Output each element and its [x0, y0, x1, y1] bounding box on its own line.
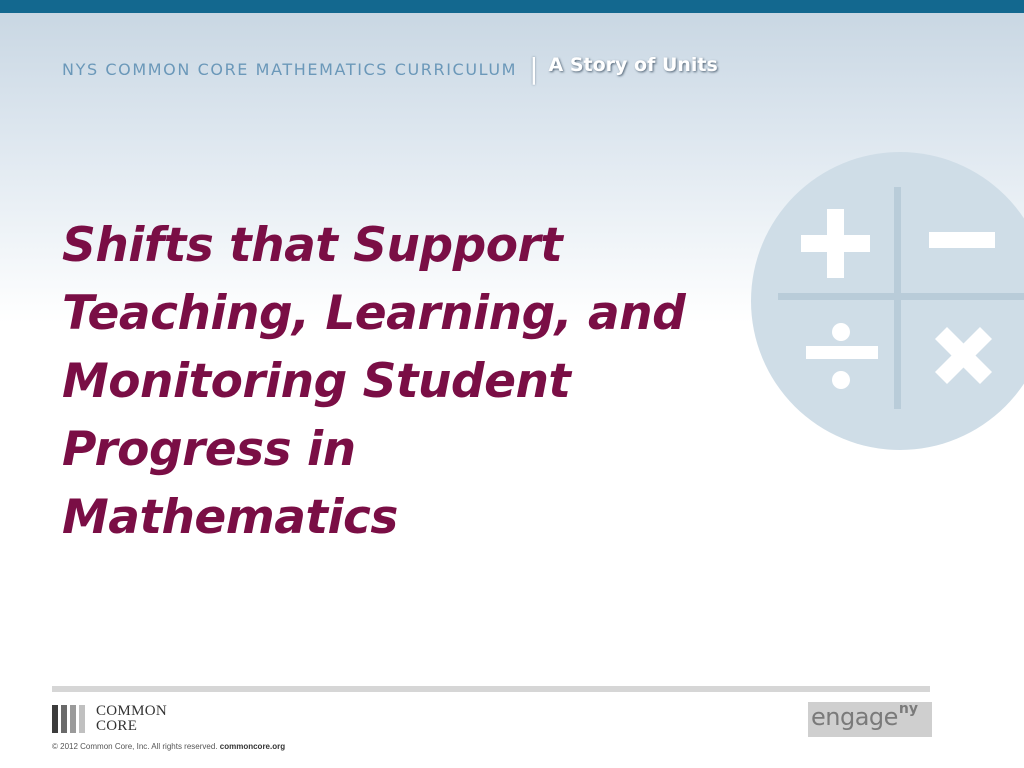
title-line: Monitoring Student	[62, 354, 571, 409]
wordmark-line-1: COMMON	[96, 703, 167, 719]
copyright-text: © 2012 Common Core, Inc. All rights reserved.	[52, 742, 218, 751]
logo-bar	[61, 705, 67, 733]
title-line: Progress in	[62, 422, 356, 477]
math-operations-svg	[751, 152, 1024, 450]
curriculum-name: NYS COMMON CORE MATHEMATICS CURRICULUM	[62, 59, 518, 79]
top-accent-bar	[0, 0, 1024, 13]
logo-bar	[52, 705, 58, 733]
copyright-link[interactable]: commoncore.org	[219, 742, 286, 751]
engage-wordmark: engage	[811, 703, 898, 731]
series-name: A Story of Units	[548, 54, 718, 76]
title-line: Mathematics	[62, 490, 398, 545]
common-core-bars-icon	[52, 705, 88, 733]
logo-bar	[70, 705, 76, 733]
common-core-wordmark	[96, 704, 167, 734]
times-icon	[941, 333, 986, 378]
engage-ny-superscript: ny	[898, 701, 919, 717]
common-core-logo	[52, 704, 167, 734]
logo-bar	[79, 705, 85, 733]
horizontal-divider-line	[778, 293, 1024, 300]
footer-divider	[52, 686, 930, 692]
wordmark-line-2: CORE	[96, 718, 138, 734]
slide-header	[62, 52, 718, 86]
slide-title	[62, 212, 702, 552]
divide-icon	[806, 323, 878, 389]
copyright-notice	[52, 742, 285, 751]
engageny-logo	[808, 702, 932, 737]
plus-icon	[801, 209, 870, 278]
header-divider: |	[529, 52, 539, 85]
minus-icon	[929, 232, 995, 248]
math-operations-graphic	[751, 152, 1024, 450]
title-line: Teaching, Learning, and	[62, 286, 686, 341]
title-line: Shifts that Support	[62, 218, 563, 273]
